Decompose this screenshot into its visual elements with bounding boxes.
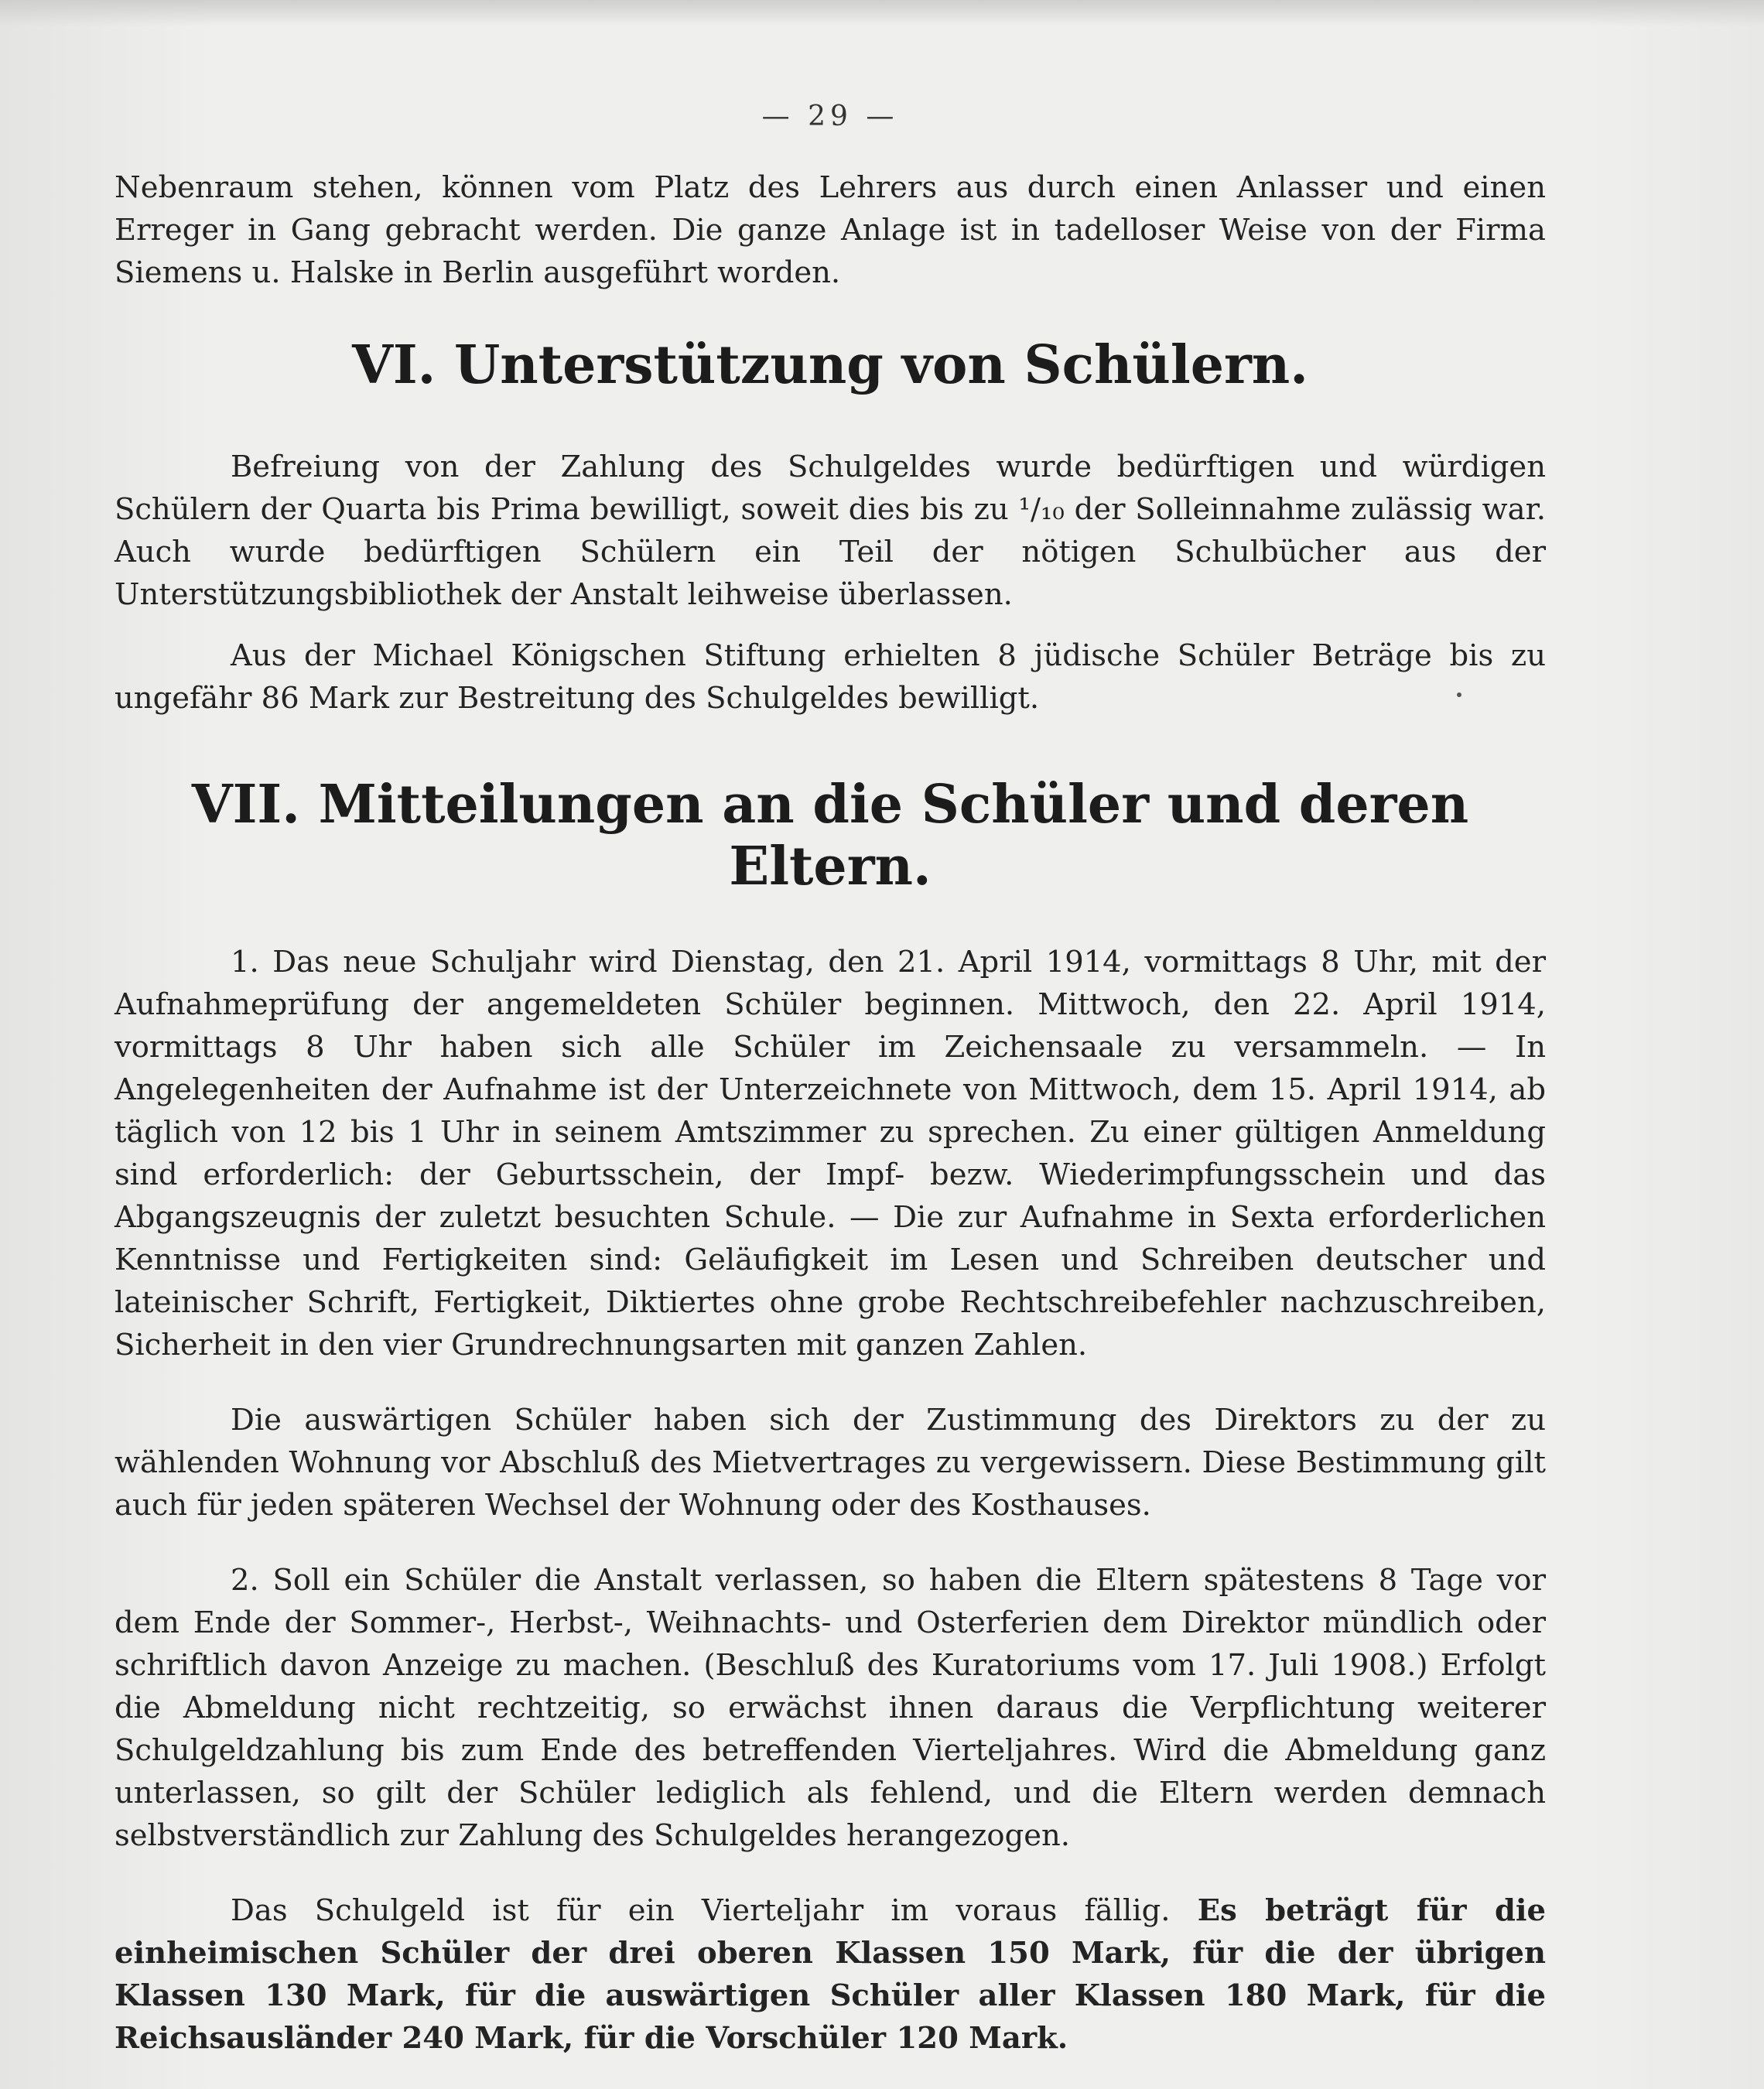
section-vi-paragraph-1: Befreiung von der Zahlung des Schulgeldes wurde bedürftigen und würdigen Schülern der Quarta bis Prima bewilligt, soweit dies bis zu ¹/₁₀ der Solleinnahme zulässig war. Auch wurde bedürftigen Schülern ein Teil der nötigen Schulbücher aus der Unterstützungsbibliothek der Anstalt leihweise überlassen. xyxy=(115,450,1546,612)
section-vii-paragraph-1: 1. Das neue Schuljahr wird Dienstag, den 21. April 1914, vormittags 8 Uhr, mit der Aufnahmeprüfung der angemeldeten Schüler beginnen. Mittwoch, den 22. April 1914, vormittags 8 Uhr haben sich alle Schüler im Zeichensaale zu versammeln. — In Angelegenheiten der Aufnahme ist der Unterzeichnete von Mittwoch, dem 15. April 1914, ab täglich von 12 bis 1 Uhr in seinem Amtszimmer zu sprechen. Zu einer gültigen Anmeldung sind erforderlich: der Geburtsschein, der Impf- bezw. Wiederimpfungsschein und das Abgangszeugnis der zuletzt besuchten Schule. — Die zur Aufnahme in Sexta erforderlichen Kenntnisse und Fertigkeiten sind: Geläufigkeit im Lesen und Schreiben deutscher und lateinischer Schrift, Fertigkeit, Diktiertes ohne grobe Rechtschreibefehler nachzuschreiben, Sicherheit in den vier Grundrechnungsarten mit ganzen Zahlen. xyxy=(115,945,1546,1362)
section-vi-heading: VI. Unterstützung von Schülern. xyxy=(352,334,1308,396)
section-vii-heading: VII. Mitteilungen an die Schüler und deren Eltern. xyxy=(191,774,1469,897)
fee-intro-text: Das Schulgeld ist für ein Vierteljahr im voraus fällig. xyxy=(231,1893,1171,1928)
scan-shadow xyxy=(0,0,1764,26)
page-content xyxy=(115,101,1546,2060)
section-vi-paragraph-2: Aus der Michael Königschen Stiftung erhielten 8 jüdische Schüler Beträge bis zu ungefähr 86 Mark zur Bestreitung des Schulgeldes bewilligt. xyxy=(115,638,1546,716)
intro-paragraph: Nebenraum stehen, können vom Platz des Lehrers aus durch einen Anlasser und einen Erreger in Gang gebracht werden. Die ganze Anlage ist in tadelloser Weise von der Firma Siemens u. Halske in Berlin ausgeführt worden. xyxy=(115,170,1546,290)
page-number: — 29 — xyxy=(761,101,899,132)
section-vii-paragraph-2: Die auswärtigen Schüler haben sich der Zustimmung des Direktors zu der zu wählenden Wohnung vor Abschluß des Mietvertrages zu vergewissern. Diese Bestimmung gilt auch für jeden späteren Wechsel der Wohnung oder des Kosthauses. xyxy=(115,1403,1546,1523)
fee-details-text: Es beträgt für die einheimischen Schüler der drei oberen Klassen 150 Mark, für die der übrigen Klassen 130 Mark, für die auswärtigen Schüler aller Klassen 180 Mark, für die Reichsausländer 240 Mark, für die Vorschüler 120 Mark. xyxy=(115,1893,1546,2056)
section-vii-paragraph-4 xyxy=(115,1889,1546,2060)
section-vii-paragraph-3: 2. Soll ein Schüler die Anstalt verlassen, so haben die Eltern spätestens 8 Tage vor dem Ende der Sommer-, Herbst-, Weihnachts- und Osterferien dem Direktor mündlich oder schriftlich davon Anzeige zu machen. (Beschluß des Kuratoriums vom 17. Juli 1908.) Erfolgt die Abmeldung nicht rechtzeitig, so erwächst ihnen daraus die Verpflichtung weiterer Schulgeldzahlung bis zum Ende des betreffenden Vierteljahres. Wird die Abmeldung ganz unterlassen, so gilt der Schüler lediglich als fehlend, und die Eltern werden demnach selbstverständlich zur Zahlung des Schulgeldes herangezogen. xyxy=(115,1563,1546,1853)
